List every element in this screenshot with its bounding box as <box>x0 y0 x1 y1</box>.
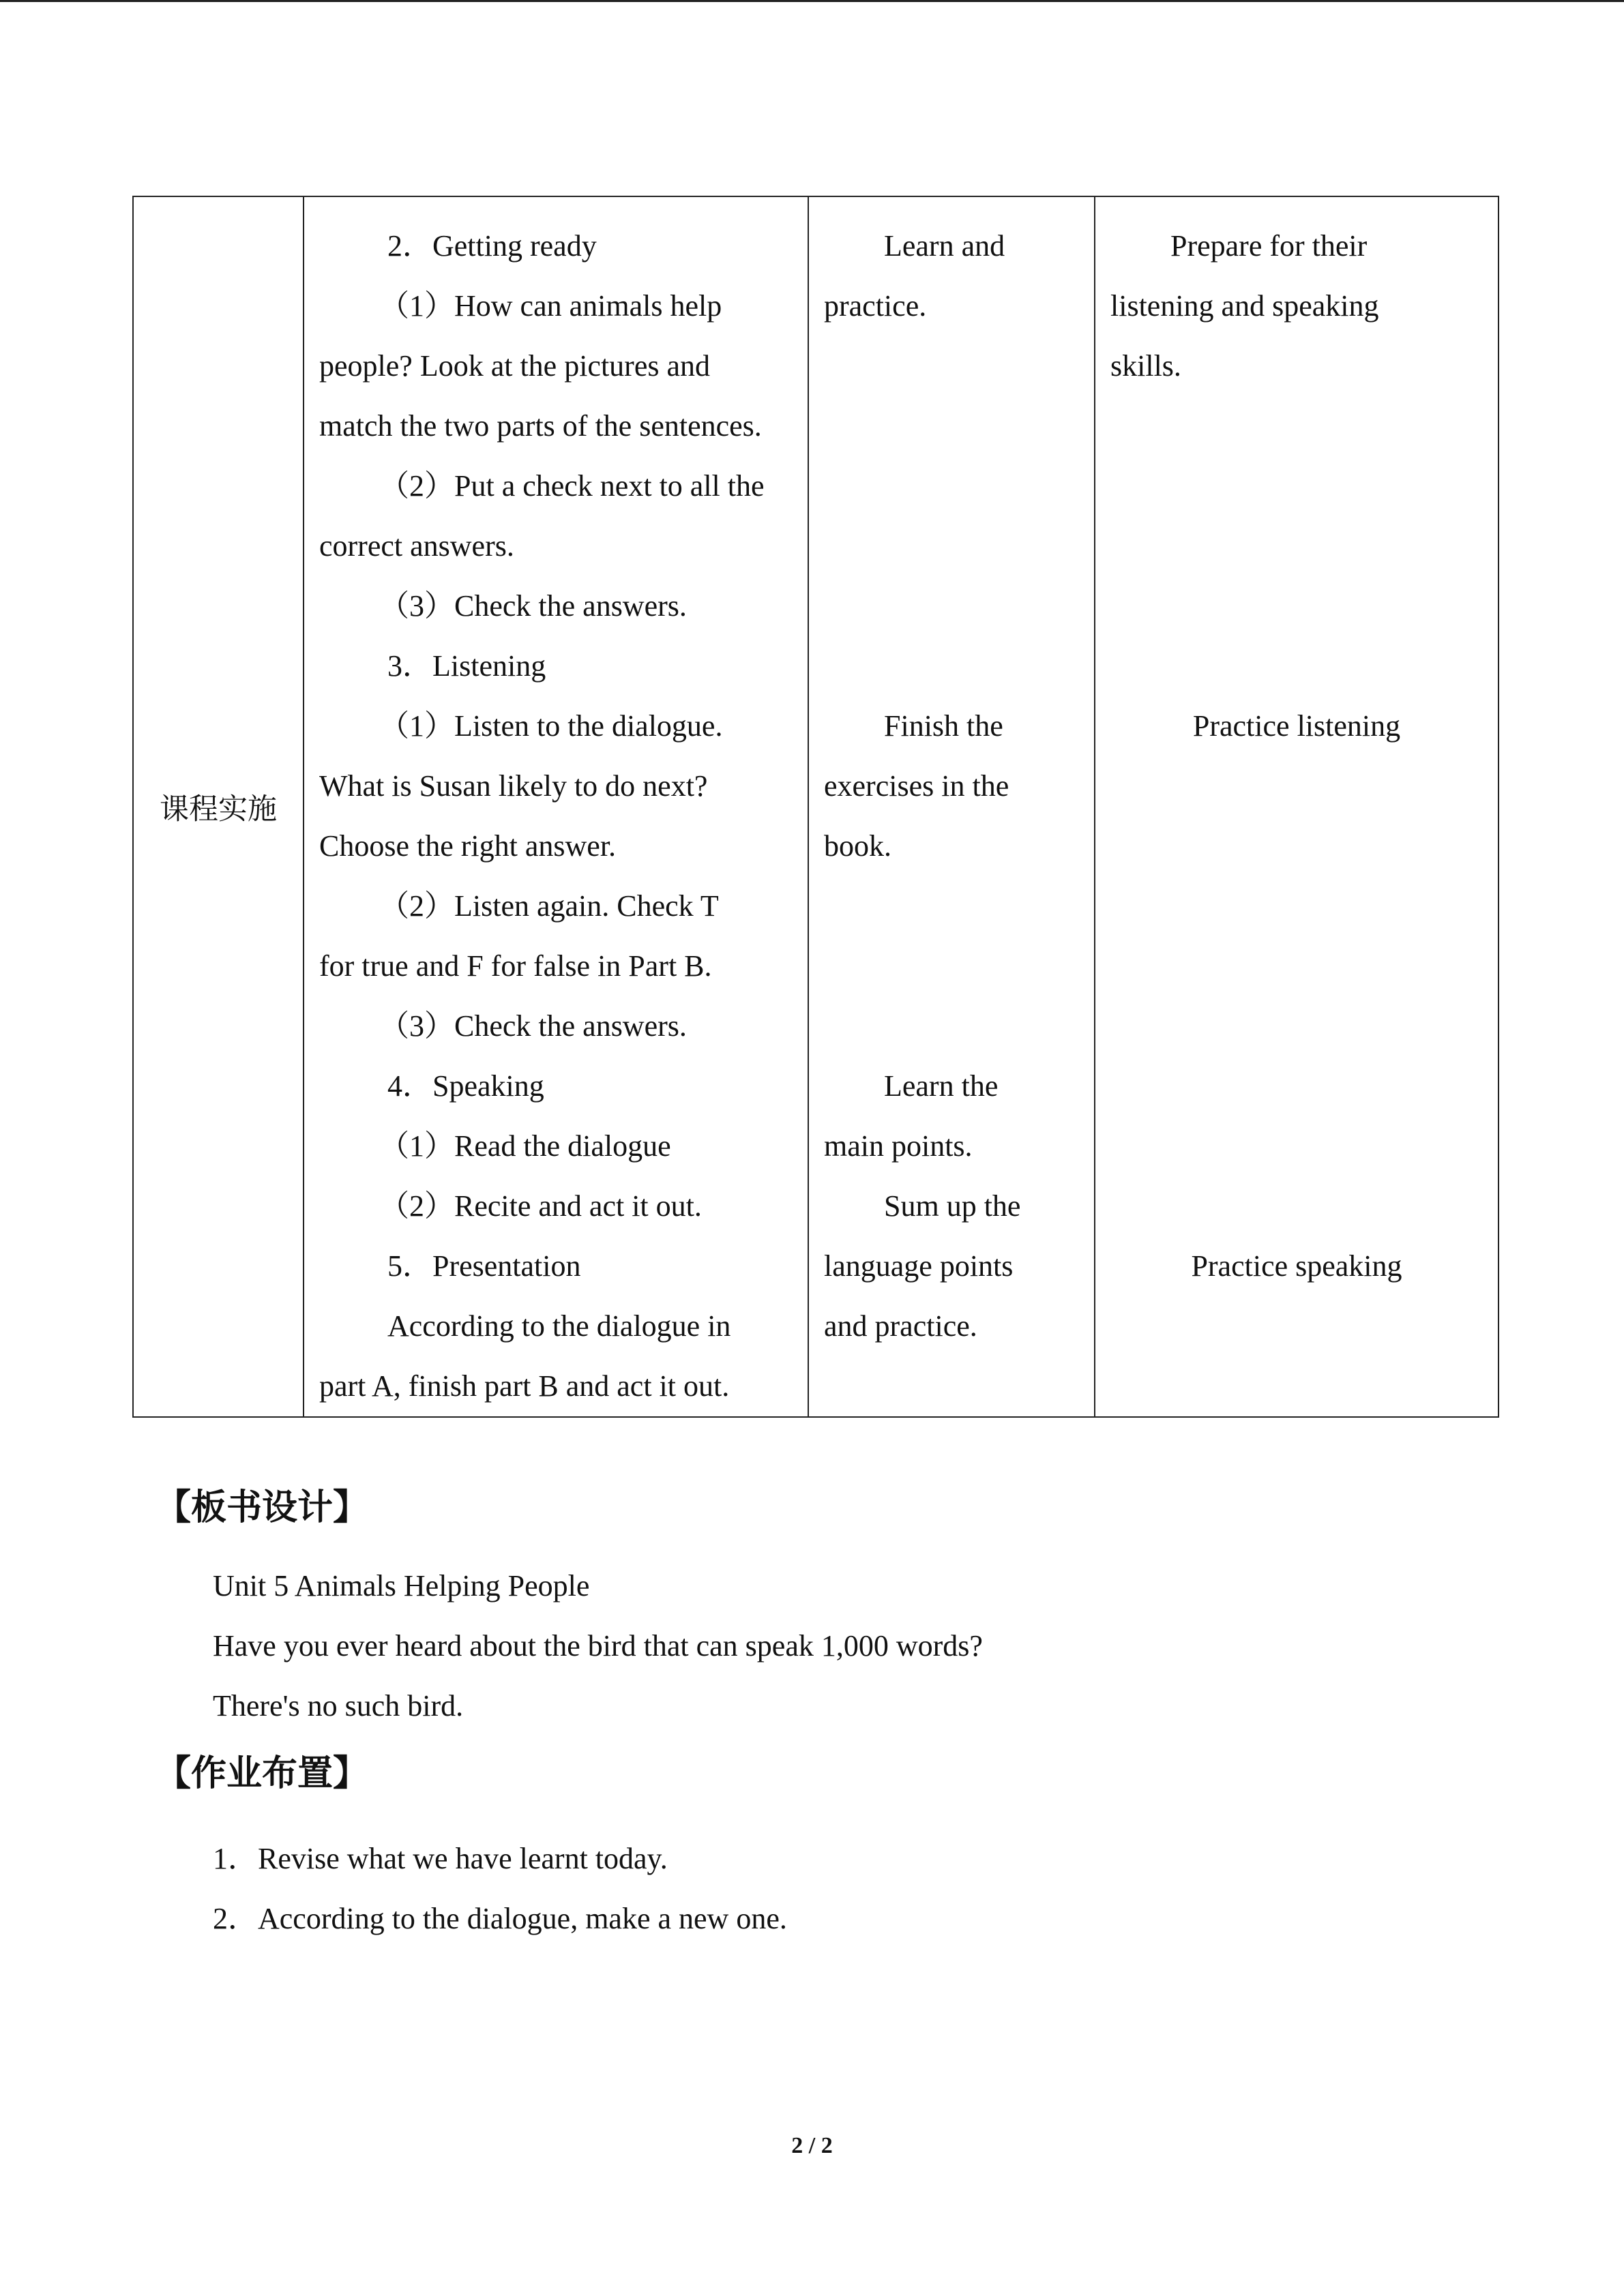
sum-up-line3: and practice. <box>824 1309 977 1343</box>
lesson-table <box>132 196 1499 1418</box>
top-rule <box>0 0 1624 2</box>
practice-listening: Practice listening <box>1192 709 1401 743</box>
getting-ready-title: 2．Getting ready <box>387 229 597 263</box>
prepare-line3: skills. <box>1110 349 1181 383</box>
l2-line1: （2）Listen again. Check T <box>379 889 719 923</box>
finish-line3: book. <box>824 829 891 863</box>
student-activity-cell <box>808 196 1095 1417</box>
activities-cell <box>304 196 808 1417</box>
gr3-line: （3）Check the answers. <box>379 589 687 623</box>
board-line-2: Have you ever heard about the bird that can speak 1,000 words? <box>213 1629 983 1663</box>
l2-line2: for true and F for false in Part B. <box>319 949 712 983</box>
homework-heading: 【作业布置】 <box>156 1753 369 1794</box>
finish-line1: Finish the <box>884 709 1003 743</box>
prepare-line2: listening and speaking <box>1110 289 1379 323</box>
homework-item-2: 2．According to the dialogue, make a new one. <box>213 1902 787 1935</box>
sum-up-line1: Sum up the <box>884 1189 1021 1223</box>
gr1-line3: match the two parts of the sentences. <box>319 409 762 443</box>
gr1-line1: （1）How can animals help <box>379 289 722 323</box>
homework-item-1: 1．Revise what we have learnt today. <box>213 1842 668 1875</box>
l1-line2: What is Susan likely to do next? <box>319 769 708 803</box>
gr2-line1: （2）Put a check next to all the <box>379 469 765 503</box>
listening-title: 3．Listening <box>387 649 546 683</box>
l3-line: （3）Check the answers. <box>379 1009 687 1043</box>
page-number: 2 / 2 <box>791 2133 833 2158</box>
learn-main-line2: main points. <box>824 1129 973 1163</box>
p1-line1: According to the dialogue in <box>387 1309 731 1343</box>
row-header-cell <box>133 196 304 1417</box>
p1-line2: part A, finish part B and act it out. <box>319 1369 730 1403</box>
gr1-line2: people? Look at the pictures and <box>319 349 711 383</box>
prepare-line1: Prepare for their <box>1170 229 1368 263</box>
table-row <box>133 196 1498 1417</box>
sum-up-line2: language points <box>824 1249 1014 1283</box>
s1-line: （1）Read the dialogue <box>379 1129 671 1163</box>
finish-line2: exercises in the <box>824 769 1009 803</box>
practice-speaking: Practice speaking <box>1191 1249 1402 1283</box>
learn-practice-line1: Learn and <box>884 229 1005 263</box>
s2-line: （2）Recite and act it out. <box>379 1189 702 1223</box>
board-line-1: Unit 5 Animals Helping People <box>213 1569 590 1602</box>
gr2-line2: correct answers. <box>319 529 514 563</box>
learn-practice-line2: practice. <box>824 289 927 323</box>
speaking-title: 4．Speaking <box>387 1069 544 1103</box>
purpose-cell <box>1095 196 1498 1417</box>
row-header: 课程实施 <box>160 792 277 826</box>
l1-line3: Choose the right answer. <box>319 829 617 863</box>
board-design-heading: 【板书设计】 <box>156 1487 369 1528</box>
presentation-title: 5．Presentation <box>387 1249 581 1283</box>
learn-main-line1: Learn the <box>884 1069 999 1103</box>
l1-line1: （1）Listen to the dialogue. <box>379 709 723 743</box>
board-line-3: There's no such bird. <box>213 1689 464 1723</box>
